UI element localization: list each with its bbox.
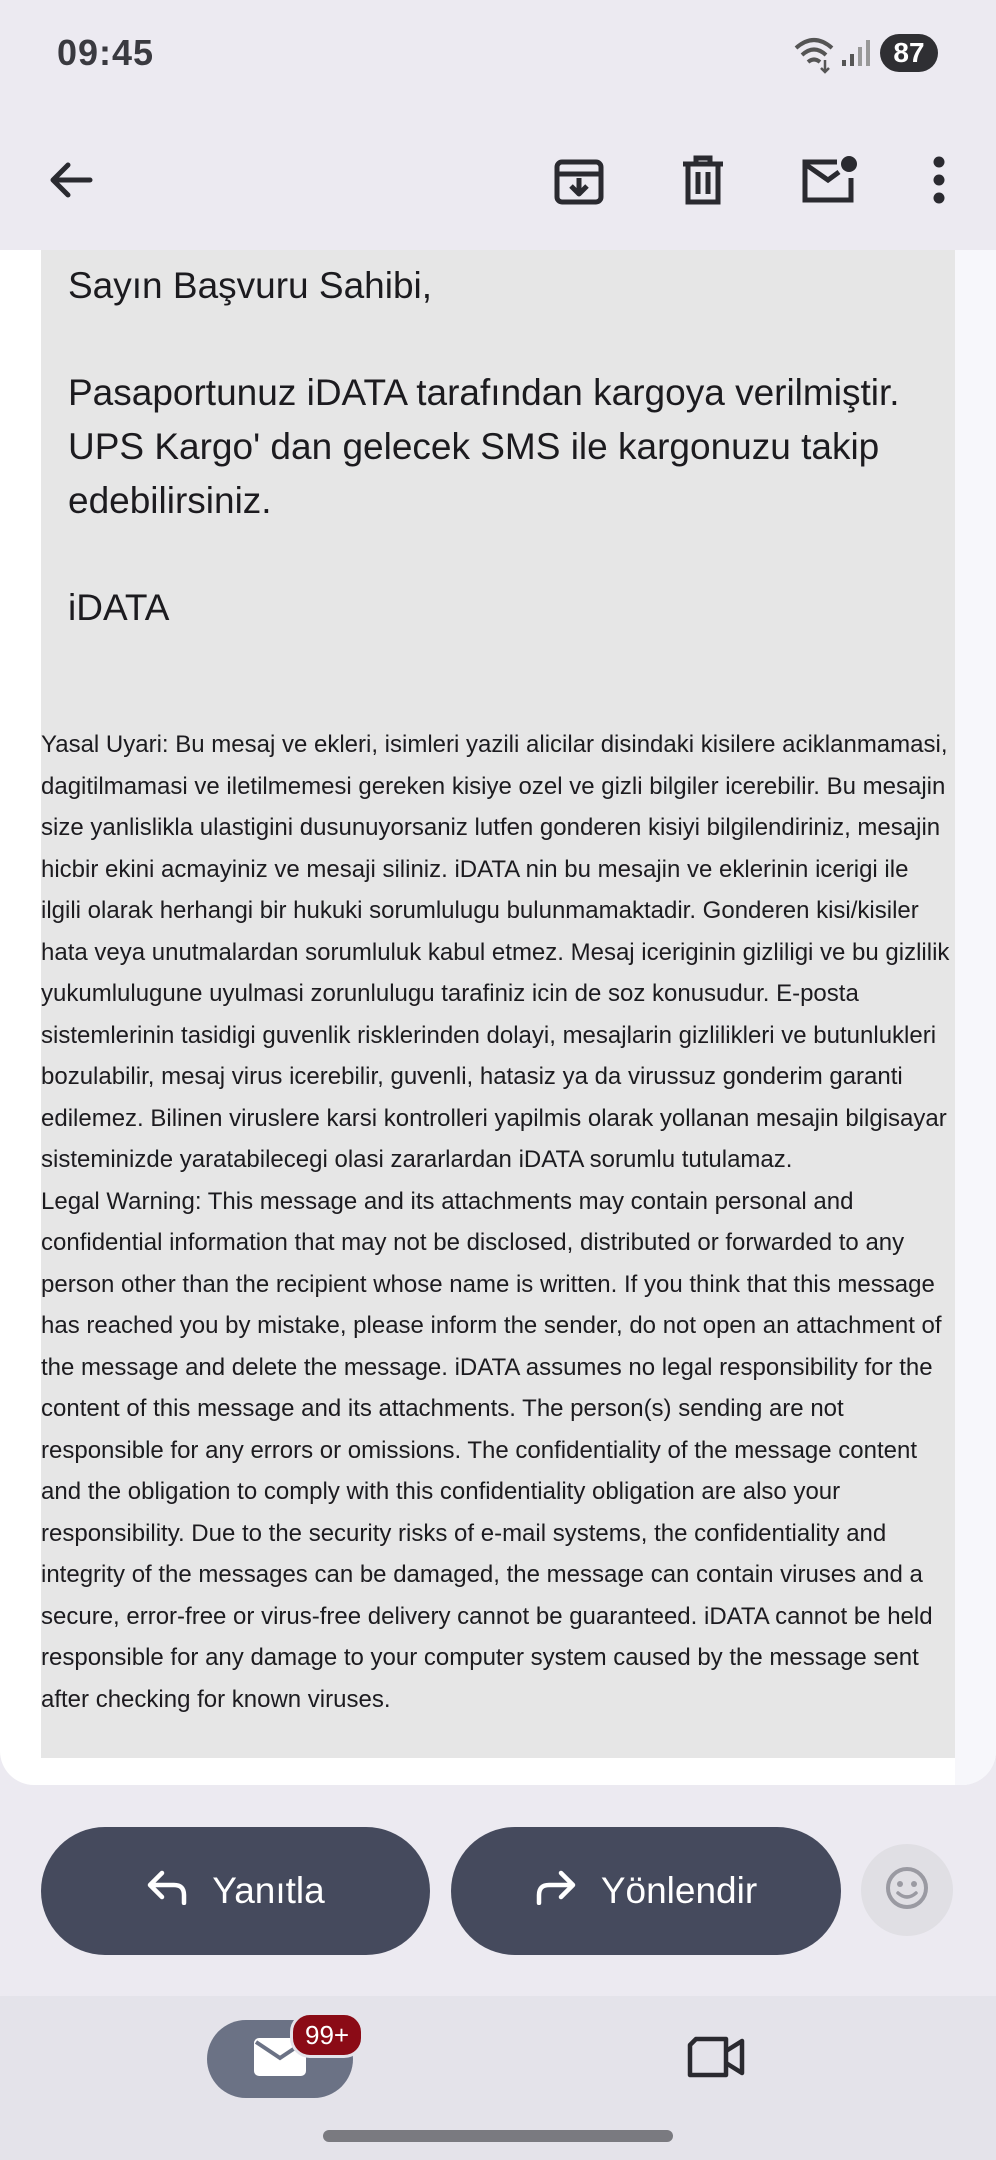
email-signature: iDATA: [68, 587, 170, 628]
nav-meet-tab[interactable]: [680, 2026, 752, 2092]
battery-icon: 87: [880, 34, 938, 72]
email-toolbar: [0, 110, 996, 250]
email-greeting: Sayın Başvuru Sahibi,: [68, 265, 433, 306]
wifi-icon: [792, 34, 836, 79]
trash-icon[interactable]: [668, 145, 738, 215]
forward-icon: [535, 1869, 577, 1914]
card-edge: [955, 250, 996, 1785]
legal-warning-en: Legal Warning: This message and its attachments may contain personal and confidential information that may not be disclosed, distributed or forwarded to any person other than the recipient whose name is written. If you think that this message has reached you by mistake, please inform the sender, do not open an attachment of the message and delete the message. iDATA assumes no legal responsibility for the content of this message and its attachments. The person(s) sending are not responsible for any errors or omissions. The confidentiality of the message content and the obligation to comply with this confidentiality obligation are also your responsibility. Due to the security risks of e-mail systems, the confidentiality and integrity of the messages can be damaged, the message can contain viruses and a secure, error-free or virus-free delivery cannot be guaranteed. iDATA cannot be held responsible for any damage to your computer system caused by the message sent after checking for known viruses.: [41, 1187, 942, 1713]
more-vert-icon[interactable]: [904, 145, 974, 215]
forward-label: Yönlendir: [600, 1870, 758, 1911]
email-message: Pasaportunuz iDATA tarafından kargoya verilmiştir. UPS Kargo' dan gelecek SMS ile kargonuzu takip edebilirsiniz.: [68, 372, 900, 521]
status-bar: [0, 0, 996, 110]
home-indicator[interactable]: [323, 2130, 673, 2142]
archive-icon[interactable]: [544, 145, 614, 215]
bottom-navigation: [0, 1996, 996, 2160]
signal-icon: [840, 38, 874, 73]
reply-icon: [146, 1869, 188, 1914]
email-card: [0, 250, 996, 1785]
emoji-reaction-icon: [884, 1865, 930, 1916]
unread-count-badge: 99+: [290, 2012, 364, 2058]
back-arrow-icon[interactable]: [36, 145, 106, 215]
emoji-reaction-button[interactable]: [861, 1844, 953, 1936]
mark-unread-icon[interactable]: [794, 145, 864, 215]
reply-label: Yanıtla: [212, 1870, 325, 1911]
status-time: 09:45: [57, 32, 155, 73]
reply-button[interactable]: [41, 1827, 430, 1955]
legal-disclaimer: [41, 724, 955, 1720]
legal-warning-tr: Yasal Uyari: Bu mesaj ve ekleri, isimleri yazili alicilar disindaki kisilere aciklanmamasi, dagitilmamasi ve iletilmemesi gereken kisiye ozel ve gizli bilgiler icerebilir. Bu mesajin size yanlislikla ulastigini dusunuyorsaniz lutfen gonderen kisiyi bilgilendiriniz, mesajin hicbir ekini acmayiniz ve mesaji siliniz. iDATA nin bu mesajin ve eklerinin icerigi ile ilgili olarak herhangi bir hukuki sorumlulugu bulunmamaktadir. Gonderen kisi/kisiler hata veya unutmalardan sorumluluk kabul etmez. Mesaj iceriginin gizliligi ve bu gizlilik yukumlulugune uyulmasi zorunlulugu tarafiniz icin de soz konusudur. E-posta sistemlerinin tasidigi guvenlik risklerinden dolayi, mesajlarin gizlilikleri ve butunlukleri bozulabilir, mesaj virus icerebilir, guvenli, hatasiz ya da virussuz gonderim garanti edilemez. Bilinen viruslere karsi kontrolleri yapilmis olarak yollanan mesajin bilgisayar sisteminizde yaratabilecegi olasi zararlardan iDATA sorumlu tutulamaz.: [41, 731, 950, 1173]
video-icon: [686, 2035, 746, 2084]
forward-button[interactable]: [451, 1827, 841, 1955]
email-body: [41, 250, 955, 1758]
